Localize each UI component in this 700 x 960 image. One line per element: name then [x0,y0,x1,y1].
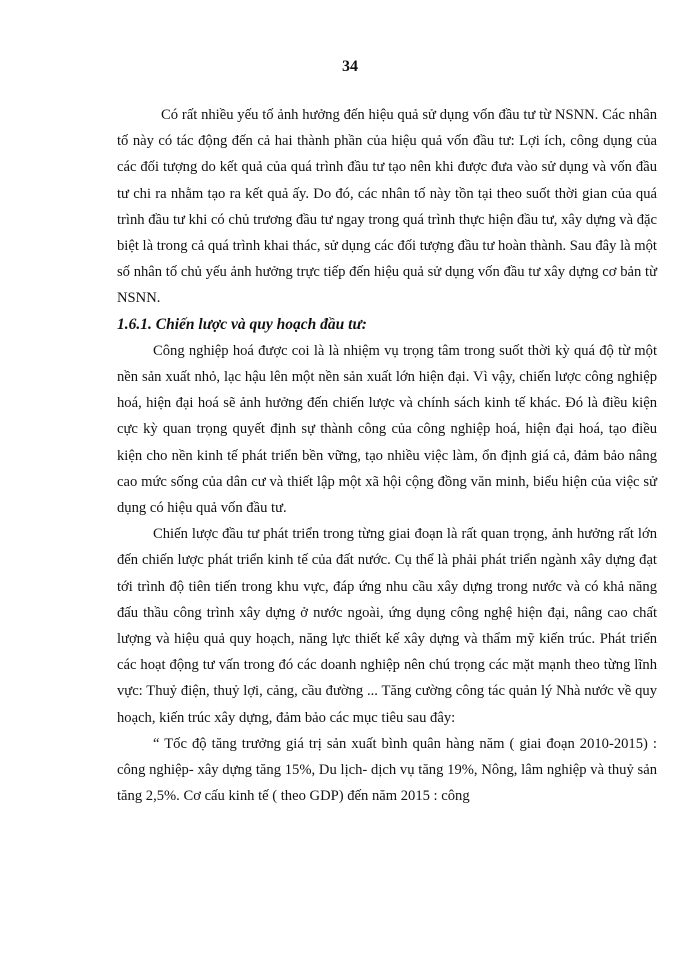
body-paragraph-1: Công nghiệp hoá được coi là là nhiệm vụ trọng tâm trong suốt thời kỳ quá độ từ một nền sản xuất nhỏ, lạc hậu lên một nền sản xuất lớn hiện đại. Vì vậy, chiến lược công nghiệp hoá, hiện đại hoá sẽ ảnh hưởng đến chiến lược và chính sách kinh tế khác. Đó là điều kiện cực kỳ quan trọng quyết định sự thành công của công nghiệp hoá, hiện đại hoá, tạo điều kiện cho nền kinh tế phát triển bền vững, tạo nhiều việc làm, ổn định giá cả, đảm bảo nâng cao mức sống của dân cư và thiết lập một xã hội cộng đồng văn minh, biểu hiện của việc sử dụng có hiệu quả vốn đầu tư. [117,342,657,517]
body-paragraph-2: Chiến lược đầu tư phát triển trong từng giai đoạn là rất quan trọng, ảnh hưởng rất lớn đến chiến lược phát triển kinh tế của đất nước. Cụ thể là phải phát triển ngành xây dựng đạt tới trình độ tiên tiến trong khu vực, đáp ứng nhu cầu xây dựng trong nước và có khả năng đấu thầu công trình xây dựng ở nước ngoài, ứng dụng công nghệ hiện đại, nâng cao chất lượng và hiệu quả quy hoạch, năng lực thiết kế xây dựng và thẩm mỹ kiến trúc. Phát triển các hoạt động tư vấn trong đó các doanh nghiệp nên chú trọng các mặt mạnh theo từng lĩnh vực: Thuỷ điện, thuỷ lợi, cảng, cầu đường ... Tăng cường công tác quản lý Nhà nước về quy hoạch, kiến trúc xây dựng, đảm bảo các mục tiêu sau đây: [117,526,657,726]
body-paragraph-3: “ Tốc độ tăng trưởng giá trị sản xuất bình quân hàng năm ( giai đoạn 2010-2015) : công nghiệp- xây dựng tăng 15%, Du lịch- dịch vụ tăng 19%, Nông, lâm nghiệp và thuỷ sản tăng 2,5%. Cơ cấu kinh tế ( theo GDP) đến năm 2015 : công [117,735,657,805]
section-heading: 1.6.1. Chiến lược và quy hoạch đầu tư: [117,315,367,333]
page-content [117,102,657,809]
page-number: 34 [342,58,358,75]
intro-paragraph: Có rất nhiều yếu tố ảnh hưởng đến hiệu quả sử dụng vốn đầu tư từ NSNN. Các nhân tố này có tác động đến cả hai thành phần của hiệu quả vốn đầu tư: Lợi ích, công dụng của các đối tượng do kết quả của quá trình đầu tư tạo nên khi được đưa vào sử dụng và vốn đầu tư chi ra nhằm tạo ra kết quả ấy. Do đó, các nhân tố này tồn tại theo suốt thời gian của quá trình đầu tư khi có chủ trương đầu tư ngay trong quá trình thực hiện đầu tư, xây dựng và đặc biệt là trong cả quá trình khai thác, sử dụng các đối tượng đầu tư hoàn thành. Sau đây là một số nhân tố chủ yếu ảnh hưởng trực tiếp đến hiệu quả sử dụng vốn đầu tư xây dựng cơ bản từ NSNN. [117,107,657,307]
